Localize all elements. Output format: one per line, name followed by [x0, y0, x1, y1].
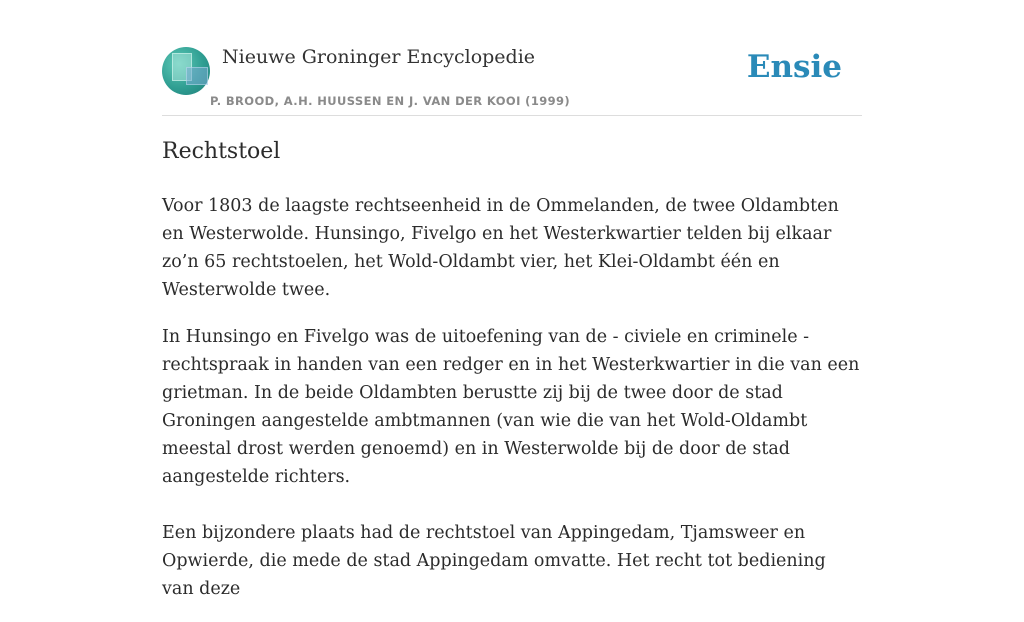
book-cover-icon[interactable]	[162, 47, 210, 95]
article-headword: Rechtstoel	[162, 139, 281, 164]
book-authors: P. BROOD, A.H. HUUSSEN EN J. VAN DER KOOI (1999)	[210, 94, 571, 108]
article-body	[162, 192, 862, 622]
article-paragraph: In Hunsingo en Fivelgo was de uitoefening van de - civiele en criminele - rechtspraak in handen van een redger en in het Westerkwartier in die van een grietman. In de beide Oldambten berustte zij bij de twee door de stad Groningen aangestelde ambtmannen (van wie die van het Wold-Oldambt meestal drost werden genoemd) en in Westerwolde bij de door de stad aangestelde richters.	[162, 327, 860, 487]
ensie-logo-link[interactable]: Ensie	[746, 49, 842, 85]
book-header	[162, 45, 862, 116]
article-paragraph: Een bijzondere plaats had de rechtstoel van Appingedam, Tjamsweer en Opwierde, die mede de stad Appingedam omvatte. Het recht tot bediening van deze	[162, 523, 826, 599]
article-paragraph: Voor 1803 de laagste rechtseenheid in de Ommelanden, de twee Oldambten en Westerwolde. Hunsingo, Fivelgo en het Westerkwartier telden bij elkaar zo’n 65 rechtstoelen, het Wold-Oldambt vier, het Klei-Oldambt één en Westerwolde twee.	[162, 196, 839, 300]
book-title[interactable]: Nieuwe Groninger Encyclopedie	[222, 46, 536, 68]
cover-page-shape	[186, 67, 208, 85]
